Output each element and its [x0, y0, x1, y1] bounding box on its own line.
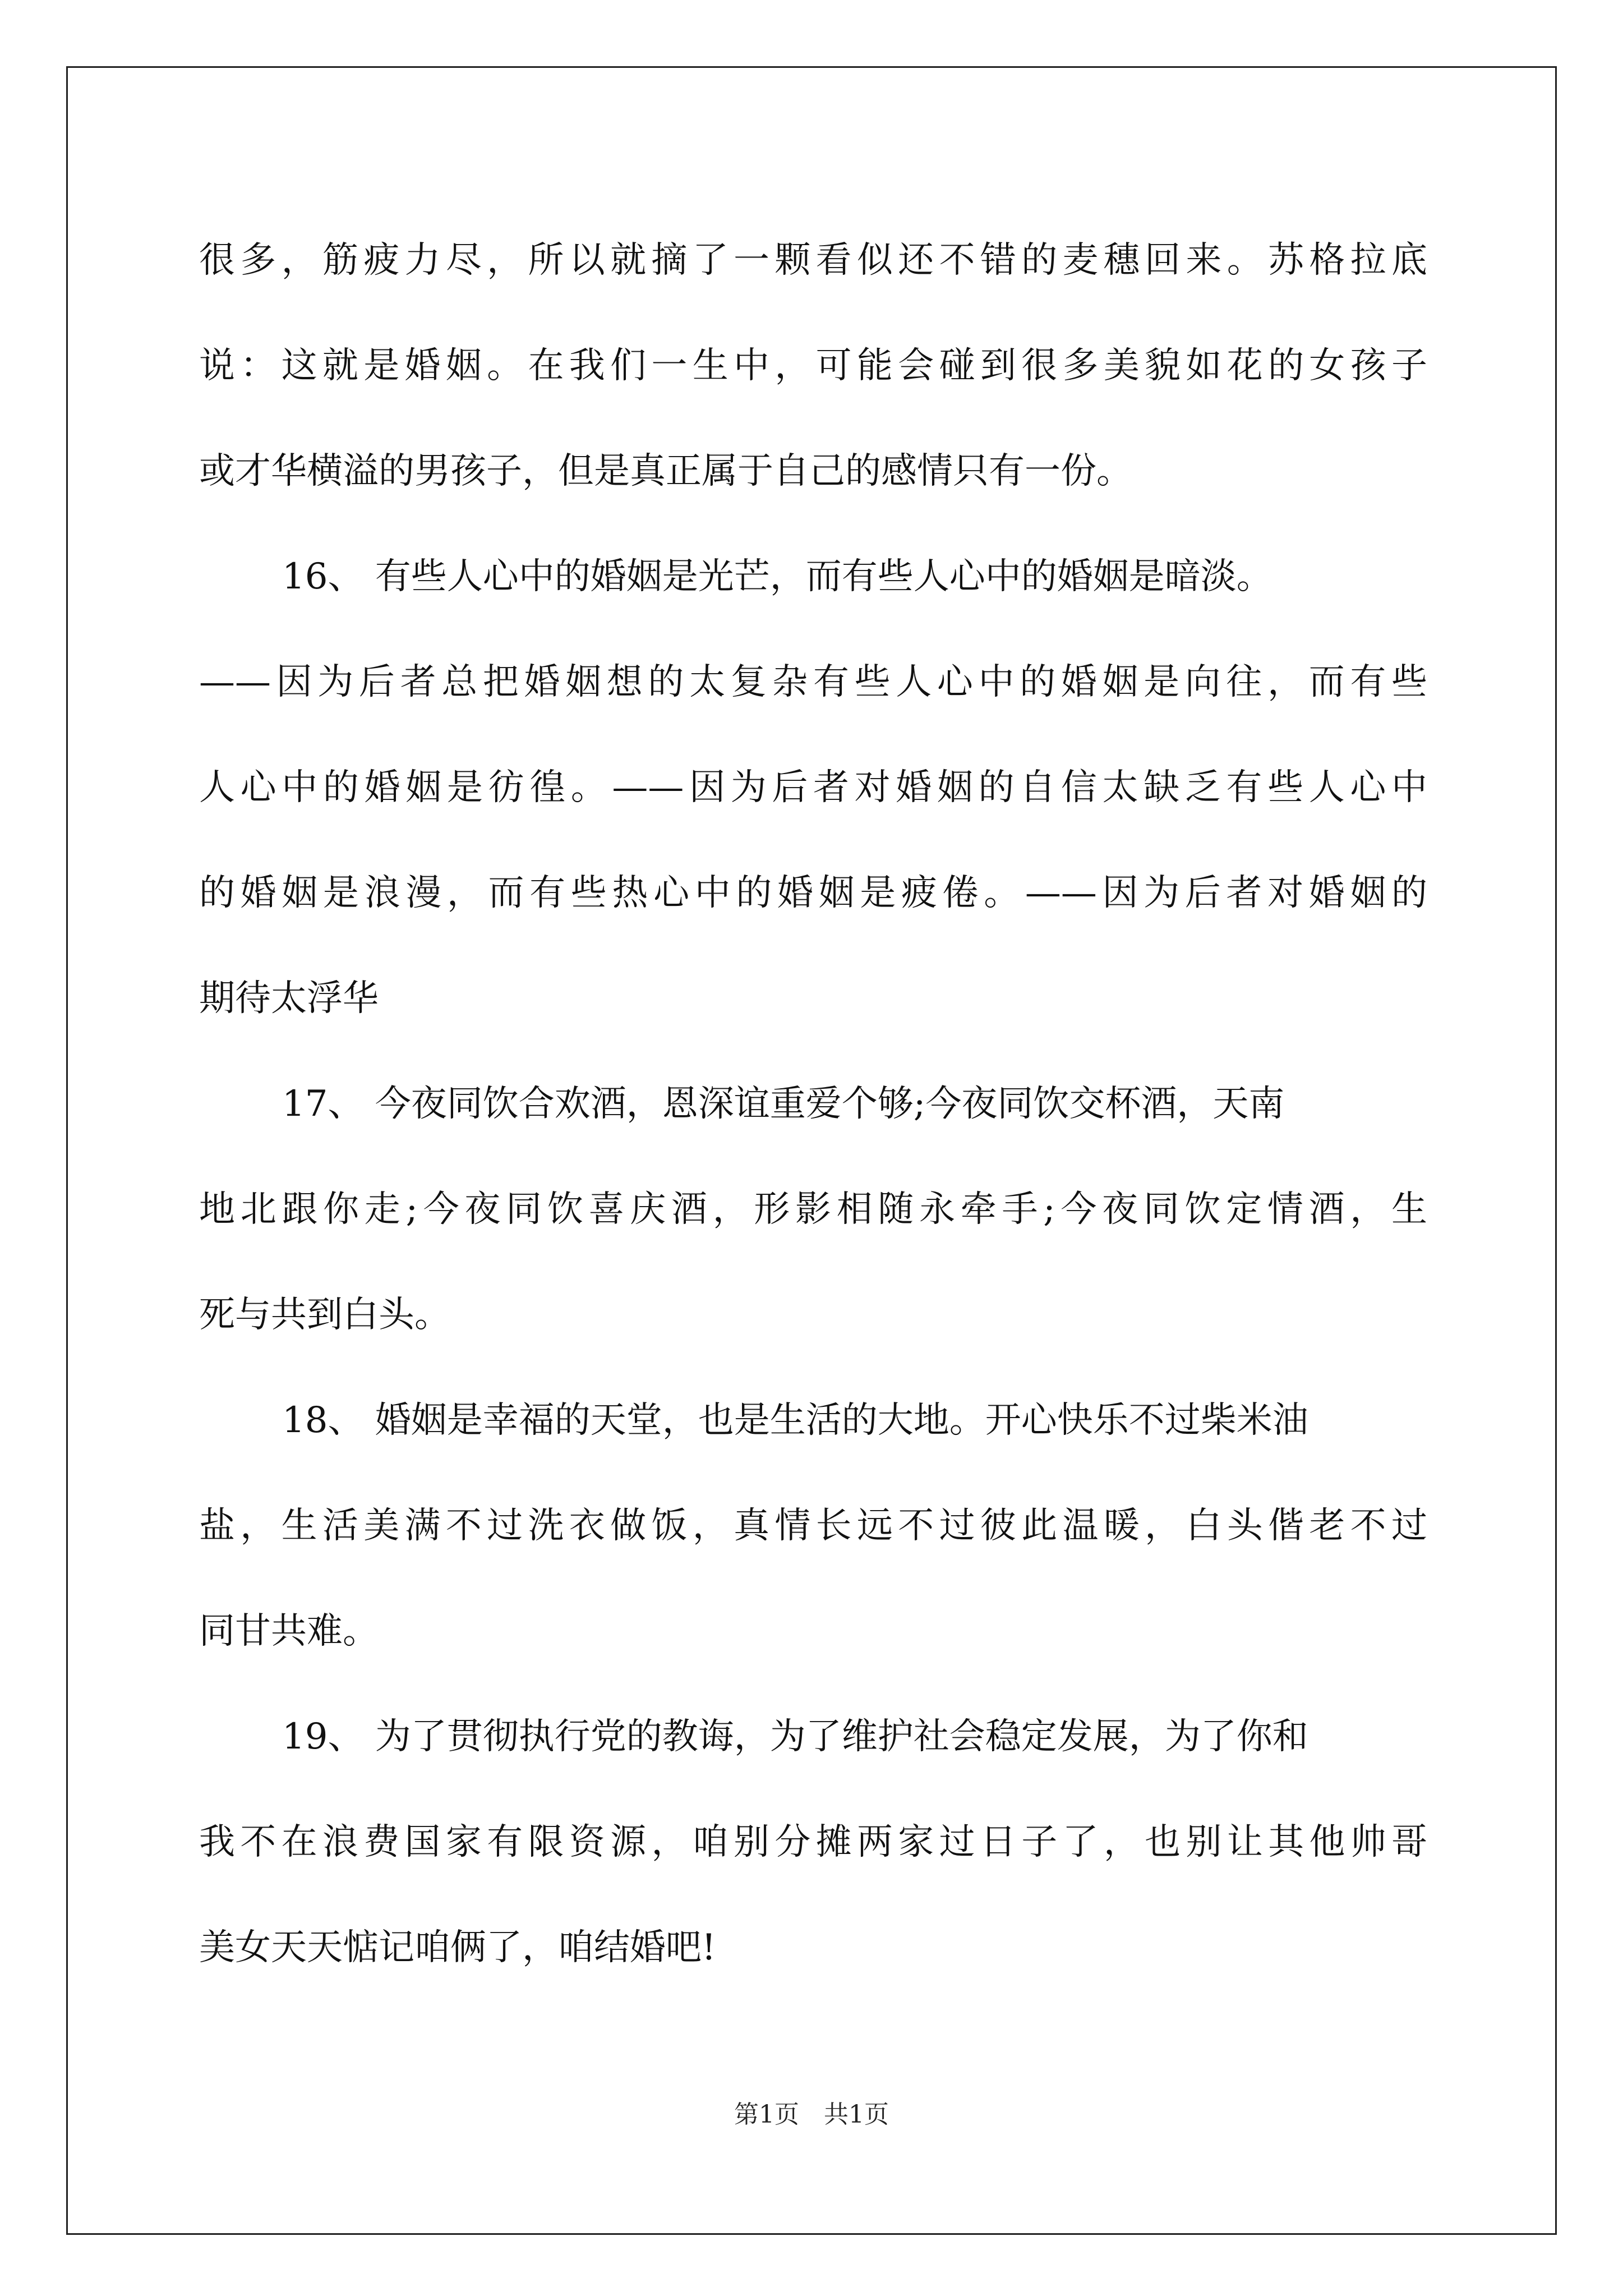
text-line: 美女天天惦记咱俩了，咱结婚吧!: [199, 1927, 716, 1968]
paragraph-continuation: [199, 208, 1427, 524]
page-footer: 第1页 共1页: [734, 2100, 889, 2129]
paragraph-18: [199, 1368, 1427, 1684]
text-line: 期待太浮华: [199, 978, 379, 1019]
text-line: 的婚姻是浪漫，而有些热心中的婚姻是疲倦。——因为后者对婚姻的: [199, 872, 1427, 914]
text-line: 我不在浪费国家有限资源，咱别分摊两家过日子了，也别让其他帅哥: [199, 1821, 1427, 1863]
text-line: 很多，筋疲力尽，所以就摘了一颗看似还不错的麦穗回来。苏格拉底: [199, 240, 1427, 281]
text-line: 同甘共难。: [199, 1611, 379, 1652]
text-line: 19、 为了贯彻执行党的教诲，为了维护社会稳定发展，为了你和: [282, 1716, 1308, 1757]
paragraph-16: [199, 524, 1427, 1051]
text-line: 16、 有些人心中的婚姻是光芒，而有些人心中的婚姻是暗淡。: [282, 556, 1272, 597]
text-line: ——因为后者总把婚姻想的太复杂有些人心中的婚姻是向往，而有些: [199, 661, 1427, 703]
text-line: 盐，生活美满不过洗衣做饭，真情长远不过彼此温暖，白头偕老不过: [199, 1505, 1427, 1547]
text-line: 死与共到白头。: [199, 1294, 450, 1336]
document-body: [199, 208, 1427, 2000]
text-line: 或才华横溢的男孩子，但是真正属于自己的感情只有一份。: [199, 450, 1132, 492]
text-line: 18、 婚姻是幸福的天堂，也是生活的大地。开心快乐不过柴米油: [282, 1400, 1308, 1441]
text-line: 地北跟你走;今夜同饮喜庆酒，形影相随永牵手;今夜同饮定情酒，生: [199, 1189, 1427, 1230]
text-line: 人心中的婚姻是彷徨。——因为后者对婚姻的自信太缺乏有些人心中: [199, 767, 1427, 808]
text-line: 17、 今夜同饮合欢酒，恩深谊重爱个够;今夜同饮交杯酒，天南: [282, 1083, 1285, 1125]
paragraph-17: [199, 1051, 1427, 1368]
paragraph-19: [199, 1684, 1427, 2000]
text-line: 说：这就是婚姻。在我们一生中，可能会碰到很多美貌如花的女孩子: [199, 345, 1427, 386]
